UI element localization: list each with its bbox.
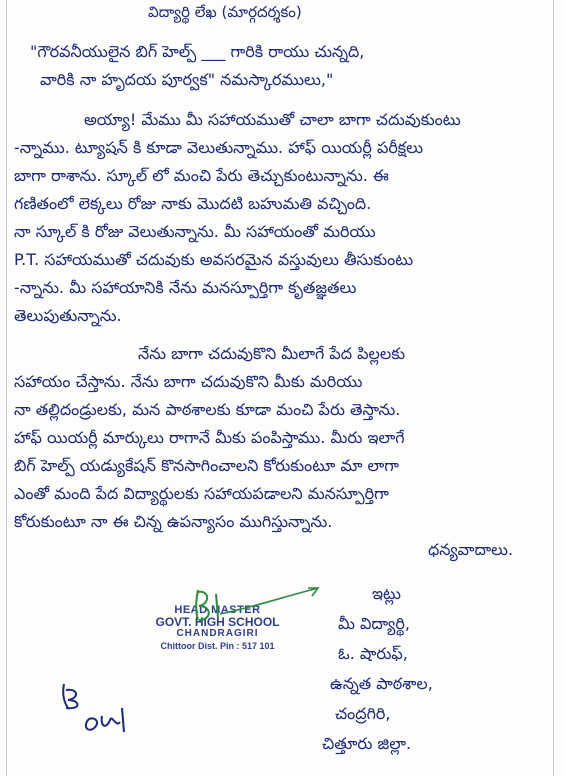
body-line: కోరుకుంటూ నా ఈ చిన్న ఉపన్యాసం ముగిస్తున్నాను.	[14, 512, 333, 531]
body-line: -న్నాము. ట్యూషన్ కి కూడా వెలుతున్నాము. హాఫ్ యియర్లీ పరీక్షలు	[14, 138, 424, 157]
closing-line: ఓ. షారుఫ్,	[338, 644, 408, 663]
closing-line: ఉన్నత పాఠశాల,	[330, 674, 433, 693]
right-margin-line	[553, 0, 554, 776]
left-margin-line	[6, 0, 7, 776]
body-line: బాగా రాశాను. స్కూల్ లో మంచి పేరు తెచ్చుకుంటున్నాను. ఈ	[14, 166, 389, 185]
body-line: నా స్కూల్ కి రోజు వెలుతున్నాను. మీ సహాయంతో మరియు	[14, 222, 376, 241]
closing-line: చంద్రగిరి,	[335, 704, 391, 723]
closing-line: మీ విద్యార్థి,	[338, 614, 410, 633]
body-line: -న్నాను. మీ సహాయానికి నేను మనస్పూర్తిగా కృతజ్ఞతలు	[14, 278, 357, 297]
stamp-line: Chittoor Dist. Pin : 517 101	[160, 641, 275, 651]
body-line: గణితంలో లెక్కలు రోజు నాకు మొదటి బహుమతి వచ్చింది.	[14, 194, 372, 213]
stamp-line: GOVT. HIGH SCHOOL	[155, 615, 280, 629]
body-line: హాఫ్ యియర్లీ మార్కులు రాగానే మీకు పంపిస్తాము. మీరు ఇలాగే	[14, 428, 405, 447]
closing-line: చిత్తూరు జిల్లా.	[322, 734, 412, 753]
body-line: అయ్యా! మేము మీ సహాయముతో చాలా బాగా చదువుకుంటు	[84, 110, 461, 129]
body-line: తెలుపుతున్నాను.	[14, 306, 122, 325]
closing-line: ఇట్లు	[372, 584, 401, 603]
stamp-line: CHANDRAGIRI	[176, 628, 259, 639]
letter-header: విద్యార్థి లేఖ (మార్గదర్శకం)	[148, 3, 302, 21]
ink-signature-icon	[56, 678, 138, 736]
salutation-line-1: "గౌరవనీయులైన బిగ్ హెల్ప్ ___ గారికి రాయు చున్నది,	[30, 42, 365, 61]
green-signature-icon	[180, 584, 330, 626]
body-line: సహాయం చేస్తాను. నేను బాగా చదువుకొని మీకు మరియు	[14, 372, 363, 391]
stamp-line: HEAD MASTER	[174, 604, 261, 616]
body-line: నా తల్లిదండ్రులకు, మన పాఠశాలకు కూడా మంచి పేరు తెస్తాను.	[14, 400, 401, 419]
body-line: P.T. సహాయముతో చదువుకు అవసరమైన వస్తువులు తీసుకుంటు	[14, 250, 414, 269]
body-line: బిగ్ హెల్ప్ యడ్యుకేషన్ కొనసాగించాలని కోరుకుంటూ మా లాగా	[14, 456, 400, 475]
body-line: ఎంతో మంది పేద విద్యార్థులకు సహాయపడాలని మనస్పూర్తిగా	[14, 484, 389, 503]
body-line: నేను బాగా చదువుకొని మీలాగే పేద పిల్లలకు	[138, 344, 406, 363]
thanks-text: ధన్యవాదాలు.	[428, 540, 514, 559]
salutation-line-2: వారికి నా హృదయ పూర్వక" నమస్కారములు,"	[40, 70, 334, 89]
